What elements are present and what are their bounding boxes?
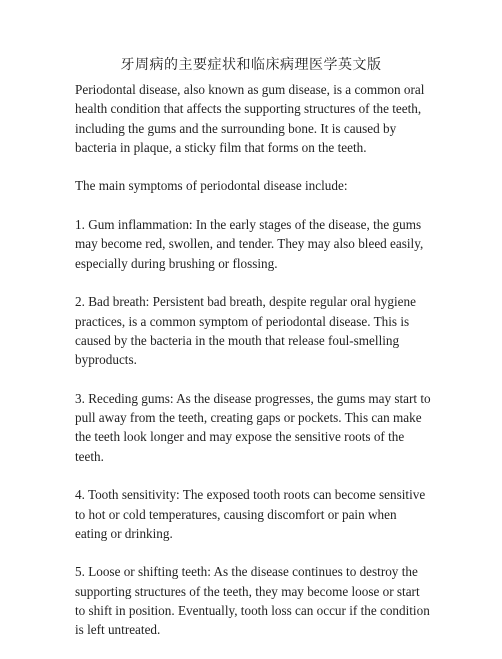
symptom-paragraph-1: 1. Gum inflammation: In the early stages of the disease, the gums may become red, swollen, and tender. They may also bleed easily, especially during brushing or flossing. <box>75 217 424 271</box>
document-title: 牙周病的主要症状和临床病理医学英文版 <box>120 58 382 73</box>
symptom-paragraph-4: 4. Tooth sensitivity: The exposed tooth roots can become sensitive to hot or cold temperatures, causing discomfort or pain when eating or drinking. <box>75 487 426 541</box>
symptom-paragraph-5: 5. Loose or shifting teeth: As the disease continues to destroy the supporting structures of the teeth, they may become loose or start to shift in position. Eventually, tooth loss can occur if the condition is left untreated. <box>75 564 430 638</box>
symptom-paragraph-3: 3. Receding gums: As the disease progresses, the gums may start to pull away from the teeth, creating gaps or pockets. This can make the teeth look longer and may expose the sensitive roots of the teeth. <box>75 390 431 464</box>
symptom-paragraph-2: 2. Bad breath: Persistent bad breath, despite regular oral hygiene practices, is a common symptom of periodontal disease. This is caused by the bacteria in the mouth that release foul-smelling byproducts. <box>75 294 416 368</box>
symptoms-heading: The main symptoms of periodontal disease include: <box>75 178 348 194</box>
document-body <box>75 80 431 659</box>
intro-paragraph: Periodontal disease, also known as gum disease, is a common oral health condition that affects the supporting structures of the teeth, including the gums and the surrounding bone. It is caused by bacteria in plaque, a sticky film that forms on the teeth. <box>75 82 425 155</box>
